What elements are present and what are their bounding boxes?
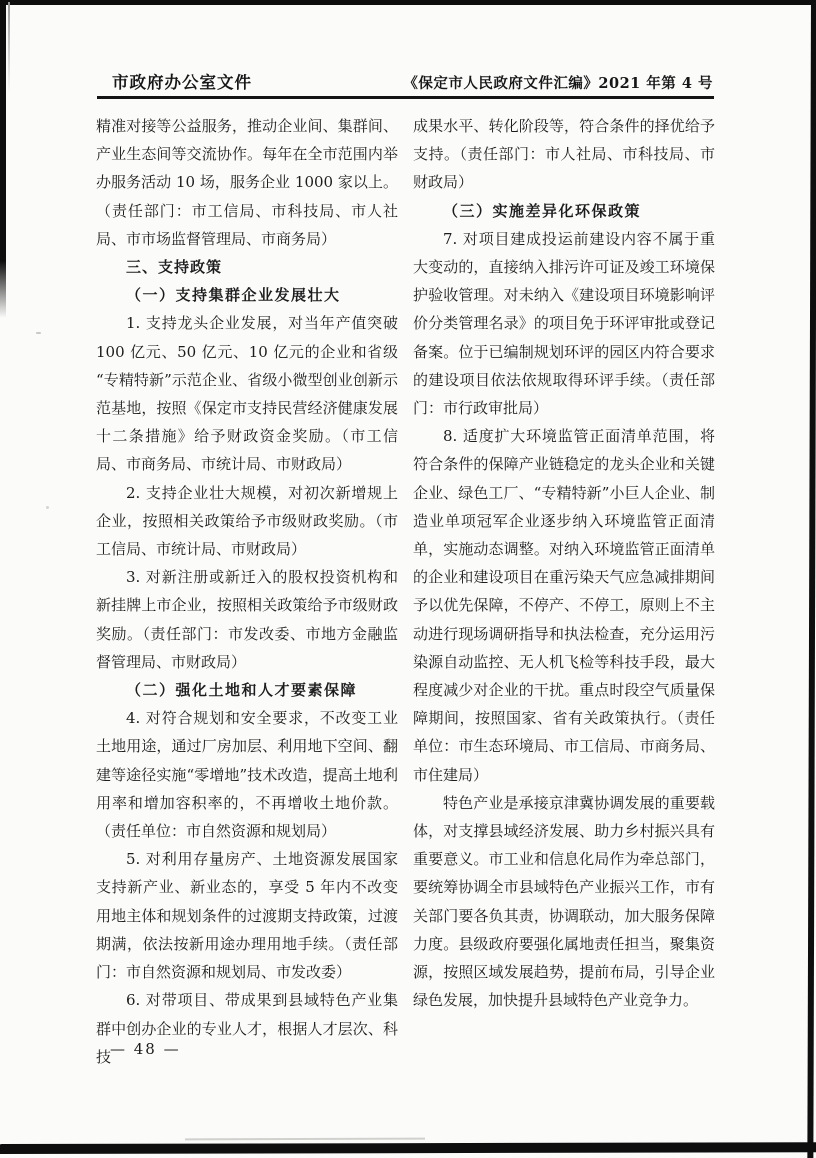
header-left-title: 市政府办公室文件	[112, 73, 252, 92]
subsection-heading: （二）强化土地和人才要素保障	[126, 681, 358, 700]
body-paragraph: 6. 对带项目、带成果到县域特色产业集群中创办企业的专业人才，根据人才层次、科技	[96, 991, 398, 1066]
left-text-column	[96, 112, 398, 1071]
body-paragraph: 2. 支持企业壮大规模，对初次新增规上企业，按照相关政策给予市级财政奖励。（市工信局、市统计局、市财政局）	[96, 483, 398, 559]
section-heading: 三、支持政策	[126, 258, 223, 277]
scan-speck	[36, 332, 41, 334]
body-paragraph: 7. 对项目建成投运前建设内容不属于重大变动的，直接纳入排污许可证及竣工环境保护验收管理。对未纳入《建设项目环境影响评价分类管理名录》的项目免于环评审批或登记备案。位于已编制规划环评的园区内符合要求的建设项目依法依规取得环评手续。（责任部门：市行政审批局）	[413, 229, 715, 418]
body-paragraph: 精准对接等公益服务，推动企业间、集群间、产业生态间等交流协作。每年在全市范围内举办服务活动 10 场，服务企业 1000 家以上。（责任部门：市工信局、市科技局、市人社局、市市场监督管理局、市商务局）	[96, 117, 398, 248]
scan-edge-bottom	[0, 1142, 816, 1154]
scan-edge-right	[807, 0, 816, 1158]
scan-speck	[185, 1138, 425, 1141]
right-text-column	[413, 112, 715, 1015]
body-paragraph: 特色产业是承接京津冀协调发展的重要载体，对支撑县域经济发展、助力乡村振兴具有重要意义。市工业和信息化局作为牵总部门，要统筹协调全市县域特色产业振兴工作，市有关部门要各负其责，协调联动，加大服务保障力度。县级政府要强化属地责任担当，聚集资源，按照区域发展趋势，提前布局，引导企业绿色发展，加快提升县域特色产业竞争力。	[413, 793, 715, 1010]
scan-edge-top	[0, 0, 816, 5]
header-right-title: 《保定市人民政府文件汇编》2021 年第 4 号	[403, 75, 713, 92]
subsection-heading: （一）支持集群企业发展壮大	[126, 286, 341, 305]
page-header	[112, 75, 713, 92]
body-paragraph: 1. 支持龙头企业发展，对当年产值突破 100 亿元、50 亿元、10 亿元的企业和省级“专精特新”示范企业、省级小微型创业创新示范基地，按照《保定市支持民营经济健康发展十二条措施》给予财政资金奖励。（市工信局、市商务局、市统计局、市财政局）	[96, 314, 398, 474]
scan-edge-left	[0, 0, 6, 318]
header-rule	[97, 96, 714, 99]
page-number: — 48 —	[110, 1040, 181, 1058]
subsection-heading: （三）实施差异化环保政策	[443, 201, 642, 220]
body-paragraph: 8. 适度扩大环境监管正面清单范围，将符合条件的保障产业链稳定的龙头企业和关键企业、绿色工厂、“专精特新”小巨人企业、制造业单项冠军企业逐步纳入环境监管正面清单，实施动态调整。对纳入环境监管正面清单的企业和建设项目在重污染天气应急减排期间予以优先保障，不停产、不停工，原则上不主动进行现场调研指导和执法检查，充分运用污染源自动监控、无人机飞检等科技手段，最大程度减少对企业的干扰。重点时段空气质量保障期间，按照国家、省有关政策执行。（责任单位：市生态环境局、市工信局、市商务局、市住建局）	[413, 427, 715, 784]
body-paragraph: 4. 对符合规划和安全要求，不改变工业土地用途，通过厂房加层、利用地下空间、翻建等途径实施“零增地”技术改造，提高土地利用率和增加容积率的，不再增收土地价款。（责任单位：市自然资源和规划局）	[96, 709, 398, 841]
body-paragraph: 成果水平、转化阶段等，符合条件的择优给予支持。（责任部门：市人社局、市科技局、市财政局）	[413, 117, 715, 192]
body-paragraph: 5. 对利用存量房产、土地资源发展国家支持新产业、新业态的，享受 5 年内不改变用地主体和规划条件的过渡期支持政策，过渡期满，依法按新用途办理用地手续。（责任部门：市自然资源和规划局、市发改委）	[96, 850, 398, 982]
body-paragraph: 3. 对新注册或新迁入的股权投资机构和新挂牌上市企业，按照相关政策给予市级财政奖励。（责任部门：市发改委、市地方金融监督管理局、市财政局）	[96, 568, 398, 671]
scan-speck	[46, 506, 49, 509]
scan-edge-left-thin	[8, 2, 10, 94]
